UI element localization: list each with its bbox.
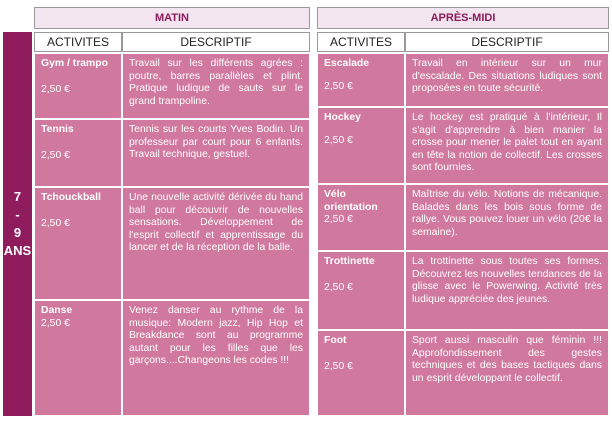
activity-price: 2,50 € [41, 83, 70, 95]
apres-desc-velo: Maîtrise du vélo. Notions de mécanique. Balades dans les bois sous forme de rallye. Vous pouvez louer un vélo (20€ la semaine). [405, 184, 609, 251]
matin-desc-tchouckball: Une nouvelle activité dérivée du hand ball pour découvrir de nouvelles sensations. Développement de l'esprit collectif et apprentissage du lancer et de la réception de la balle. [122, 187, 310, 300]
apres-col-desc: DESCRIPTIF [405, 32, 609, 52]
matin-desc-danse: Venez danser au rythme de la musique: Modern jazz, Hip Hop et Breakdance sont au programme autant pour les filles que les garçons....Changeons les codes !!! [122, 300, 310, 416]
apres-desc-hockey: Le hockey est pratiqué à l'intérieur, Il s'agit d'apprendre à bien manier la crosse pour mener le palet tout en ayant en tête la notion de collectif. Les crosses sont fournies. [405, 107, 609, 184]
activity-name: Gym / trampo [41, 58, 108, 69]
matin-desc-gym: Travail sur les différents agrées : poutre, barres parallèles et plint. Pratique ludique de sauts sur le grand trampoline. [122, 53, 310, 119]
apres-activity-escalade [317, 53, 405, 107]
apres-midi-title: APRÈS-MIDI [430, 12, 496, 24]
activity-name: Escalade [324, 58, 370, 69]
activity-name: Hockey [324, 112, 361, 123]
age-label-ans: ANS [3, 243, 32, 258]
activity-name: Foot [324, 335, 347, 346]
apres-col-activity: ACTIVITES [317, 32, 405, 52]
activity-price: 2,50 € [41, 217, 70, 229]
matin-activity-tchouckball [34, 187, 122, 300]
age-label-dash: - [15, 207, 20, 222]
age-label-9: 9 [13, 225, 22, 240]
matin-title: MATIN [154, 12, 189, 24]
apres-midi-header [317, 7, 609, 29]
matin-col-desc: DESCRIPTIF [122, 32, 310, 52]
activity-price: 2,50 € [324, 80, 353, 92]
apres-desc-trottinette: La trottinette sous toutes ses formes. Découvrez les nouvelles tendances de la glisse avec le Powerwing. Activité très ludique appréciée des jeunes. [405, 251, 609, 330]
activity-price: 2,50 € [41, 317, 70, 329]
age-band [3, 32, 32, 416]
activity-name: Vélo orientation [324, 189, 378, 213]
apres-activity-trottinette [317, 251, 405, 330]
matin-desc-tennis: Tennis sur les courts Yves Bodin. Un professeur par court pour 6 enfants. Travail technique, gestuel. [122, 119, 310, 187]
matin-activity-danse [34, 300, 122, 416]
apres-activity-hockey [317, 107, 405, 184]
apres-midi-table [317, 53, 609, 416]
apres-desc-escalade: Travail en intérieur sur un mur d'escalade. Des situations ludiques sont proposées en toute sécurité. [405, 53, 609, 107]
matin-col-activity: ACTIVITES [34, 32, 122, 52]
matin-activity-tennis [34, 119, 122, 187]
activity-name: Tennis [41, 124, 74, 135]
matin-table [34, 53, 310, 416]
activity-name: Danse [41, 305, 73, 316]
activity-price: 2,50 € [324, 214, 353, 226]
activity-price: 2,50 € [324, 360, 353, 372]
apres-desc-foot: Sport aussi masculin que féminin !!! Approfondissement des gestes techniques et des bases tactiques dans un esprit développant le collectif. [405, 330, 609, 416]
activity-price: 2,50 € [324, 281, 353, 293]
activity-price: 2,50 € [324, 134, 353, 146]
activity-price: 2,50 € [41, 149, 70, 161]
activity-name: Trottinette [324, 256, 375, 267]
matin-header [34, 7, 310, 29]
apres-activity-foot [317, 330, 405, 416]
apres-activity-velo [317, 184, 405, 251]
activity-name: Tchouckball [41, 192, 101, 203]
matin-activity-gym [34, 53, 122, 119]
age-label-7: 7 [13, 189, 22, 204]
